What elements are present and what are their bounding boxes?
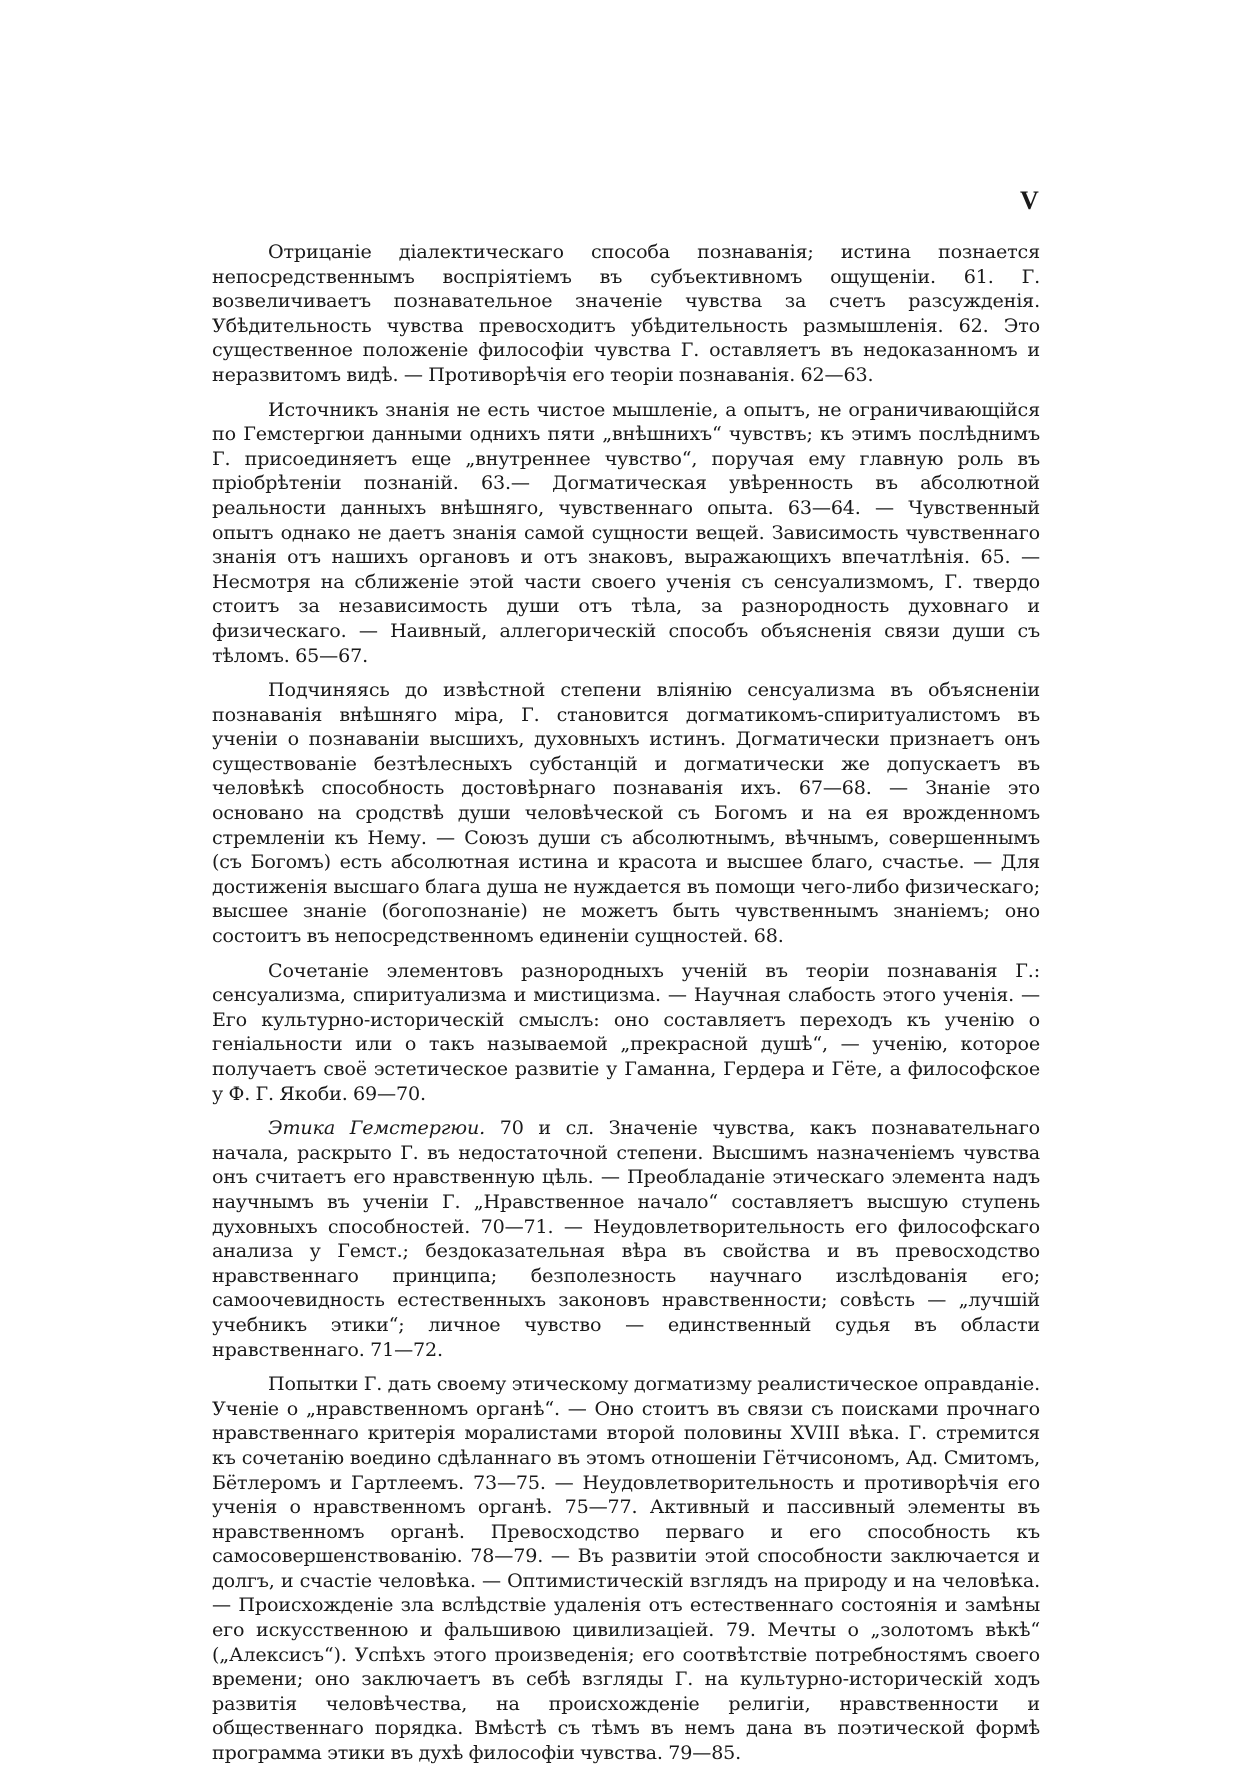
- ethics-heading: Этика Гемстергюи.: [268, 1116, 486, 1140]
- paragraph-moral-organ: Попытки Г. дать своему этическому догматизму реалистическое оправданіе. Ученіе о „нравственномъ органѣ“. — Оно стоитъ въ связи съ поисками прочнаго нравственнаго критерія моралистами второй половины XVIII вѣка. Г. стремится къ сочетанію воедино сдѣланнаго въ этомъ отношеніи Гётчисономъ, Ад. Смитомъ, Бётлеромъ и Гартлеемъ. 73—75. — Неудовлетворительность и противорѣчія его ученія о нравственномъ органѣ. 75—77. Активный и пассивный элементы въ нравственномъ органѣ. Превосходство перваго и его способность къ самосовершенствованію. 78—79. — Въ развитіи этой способности заключается и долгъ, и счастіе человѣка. — Оптимистическій взглядъ на природу и на человѣка. — Происхожденіе зла вслѣдствіе удаленія отъ естественнаго состоянія и замѣны его искусственною и фальшивою цивилизаціей. 79. Мечты о „золотомъ вѣкѣ“ („Алексисъ“). Успѣхъ этого произведенія; его соотвѣтствіе потребностямъ своего времени; оно заключаетъ въ себѣ взгляды Г. на культурно-историческій ходъ развитія человѣчества, на происхожденіе религіи, нравственности и общественнаго порядка. Вмѣстѣ съ тѣмъ въ немъ дана въ поэтической формѣ программа этики въ духѣ философіи чувства. 79—85.: [212, 1372, 1040, 1765]
- paragraph-ethics: [212, 1116, 1040, 1362]
- page-body: [212, 240, 1040, 1776]
- paragraph-cognition: Отрицаніе діалектическаго способа познаванія; истина познается непосредственнымъ воспріятіемъ въ субъективномъ ощущеніи. 61. Г. возвеличиваетъ познавательное значеніе чувства за счетъ разсужденія. Убѣдительность чувства превосходитъ убѣдительность размышленія. 62. Это существенное положеніе философіи чувства Г. оставляетъ въ недоказанномъ и неразвитомъ видѣ. — Противорѣчія его теоріи познаванія. 62—63.: [212, 240, 1040, 386]
- paragraph-spiritualism: Подчиняясь до извѣстной степени вліянію сенсуализма въ объясненіи познаванія внѣшняго міра, Г. становится догматикомъ-спиритуалистомъ въ ученіи о познаваніи высшихъ, духовныхъ истинъ. Догматически признаетъ онъ существованіе безтѣлесныхъ субстанцій и догматически же допускаетъ въ человѣкѣ способность достовѣрнаго познаванія ихъ. 67—68. — Знаніе это основано на сродствѣ души человѣческой съ Богомъ и на ея врожденномъ стремленіи къ Нему. — Союзъ души съ абсолютнымъ, вѣчнымъ, совершеннымъ (съ Богомъ) есть абсолютная истина и красота и высшее благо, счастье. — Для достиженія высшаго блага душа не нуждается въ помощи чего-либо физическаго; высшее знаніе (богопознаніе) не можетъ быть чувственнымъ знаніемъ; оно состоитъ въ непосредственномъ единеніи сущностей. 68.: [212, 678, 1040, 948]
- page-number: V: [1020, 186, 1039, 215]
- ethics-text: 70 и сл. Значеніе чувства, какъ познавательнаго начала, раскрыто Г. въ недостаточной степени. Высшимъ назначеніемъ чувства онъ считаетъ его нравственную цѣль. — Преобладаніе этическаго элемента надъ научнымъ въ ученіи Г. „Нравственное начало“ составляетъ высшую ступень духовныхъ способностей. 70—71. — Неудовлетворительность его философскаго анализа у Гемст.; бездоказательная вѣра въ свойства и въ превосходство нравственнаго принципа; безполезность научнаго изслѣдованія его; самоочевидность естественныхъ законовъ нравственности; совѣсть — „лучшій учебникъ этики“; личное чувство — единственный судья въ области нравственнаго. 71—72.: [212, 1116, 1040, 1361]
- paragraph-combination-of-teachings: Сочетаніе элементовъ разнородныхъ ученій въ теоріи познаванія Г.: сенсуализма, спиритуализма и мистицизма. — Научная слабость этого ученія. — Его культурно-историческій смыслъ: оно составляетъ переходъ къ ученію о геніальности или о такъ называемой „прекрасной душѣ“, — ученію, которое получаетъ своё эстетическое развитіе у Гаманна, Гердера и Гёте, а философское у Ф. Г. Якоби. 69—70.: [212, 958, 1040, 1105]
- paragraph-source-of-knowledge: Источникъ знанія не есть чистое мышленіе, а опытъ, не ограничивающійся по Гемстергюи данными однихъ пяти „внѣшнихъ“ чувствъ; къ этимъ послѣднимъ Г. присоединяетъ еще „внутреннее чувство“, поручая ему главную роль въ пріобрѣтеніи познаній. 63.— Догматическая увѣренность въ абсолютной реальности данныхъ внѣшняго, чувственнаго опыта. 63—64. — Чувственный опытъ однако не даетъ знанія самой сущности вещей. Зависимость чувственнаго знанія отъ нашихъ органовъ и отъ знаковъ, выражающихъ впечатлѣнія. 65. — Несмотря на сближеніе этой части своего ученія съ сенсуализмомъ, Г. твердо стоитъ за независимость души отъ тѣла, за разнородность духовнаго и физическаго. — Наивный, аллегорическій способъ объясненія связи души съ тѣломъ. 65—67.: [212, 397, 1040, 667]
